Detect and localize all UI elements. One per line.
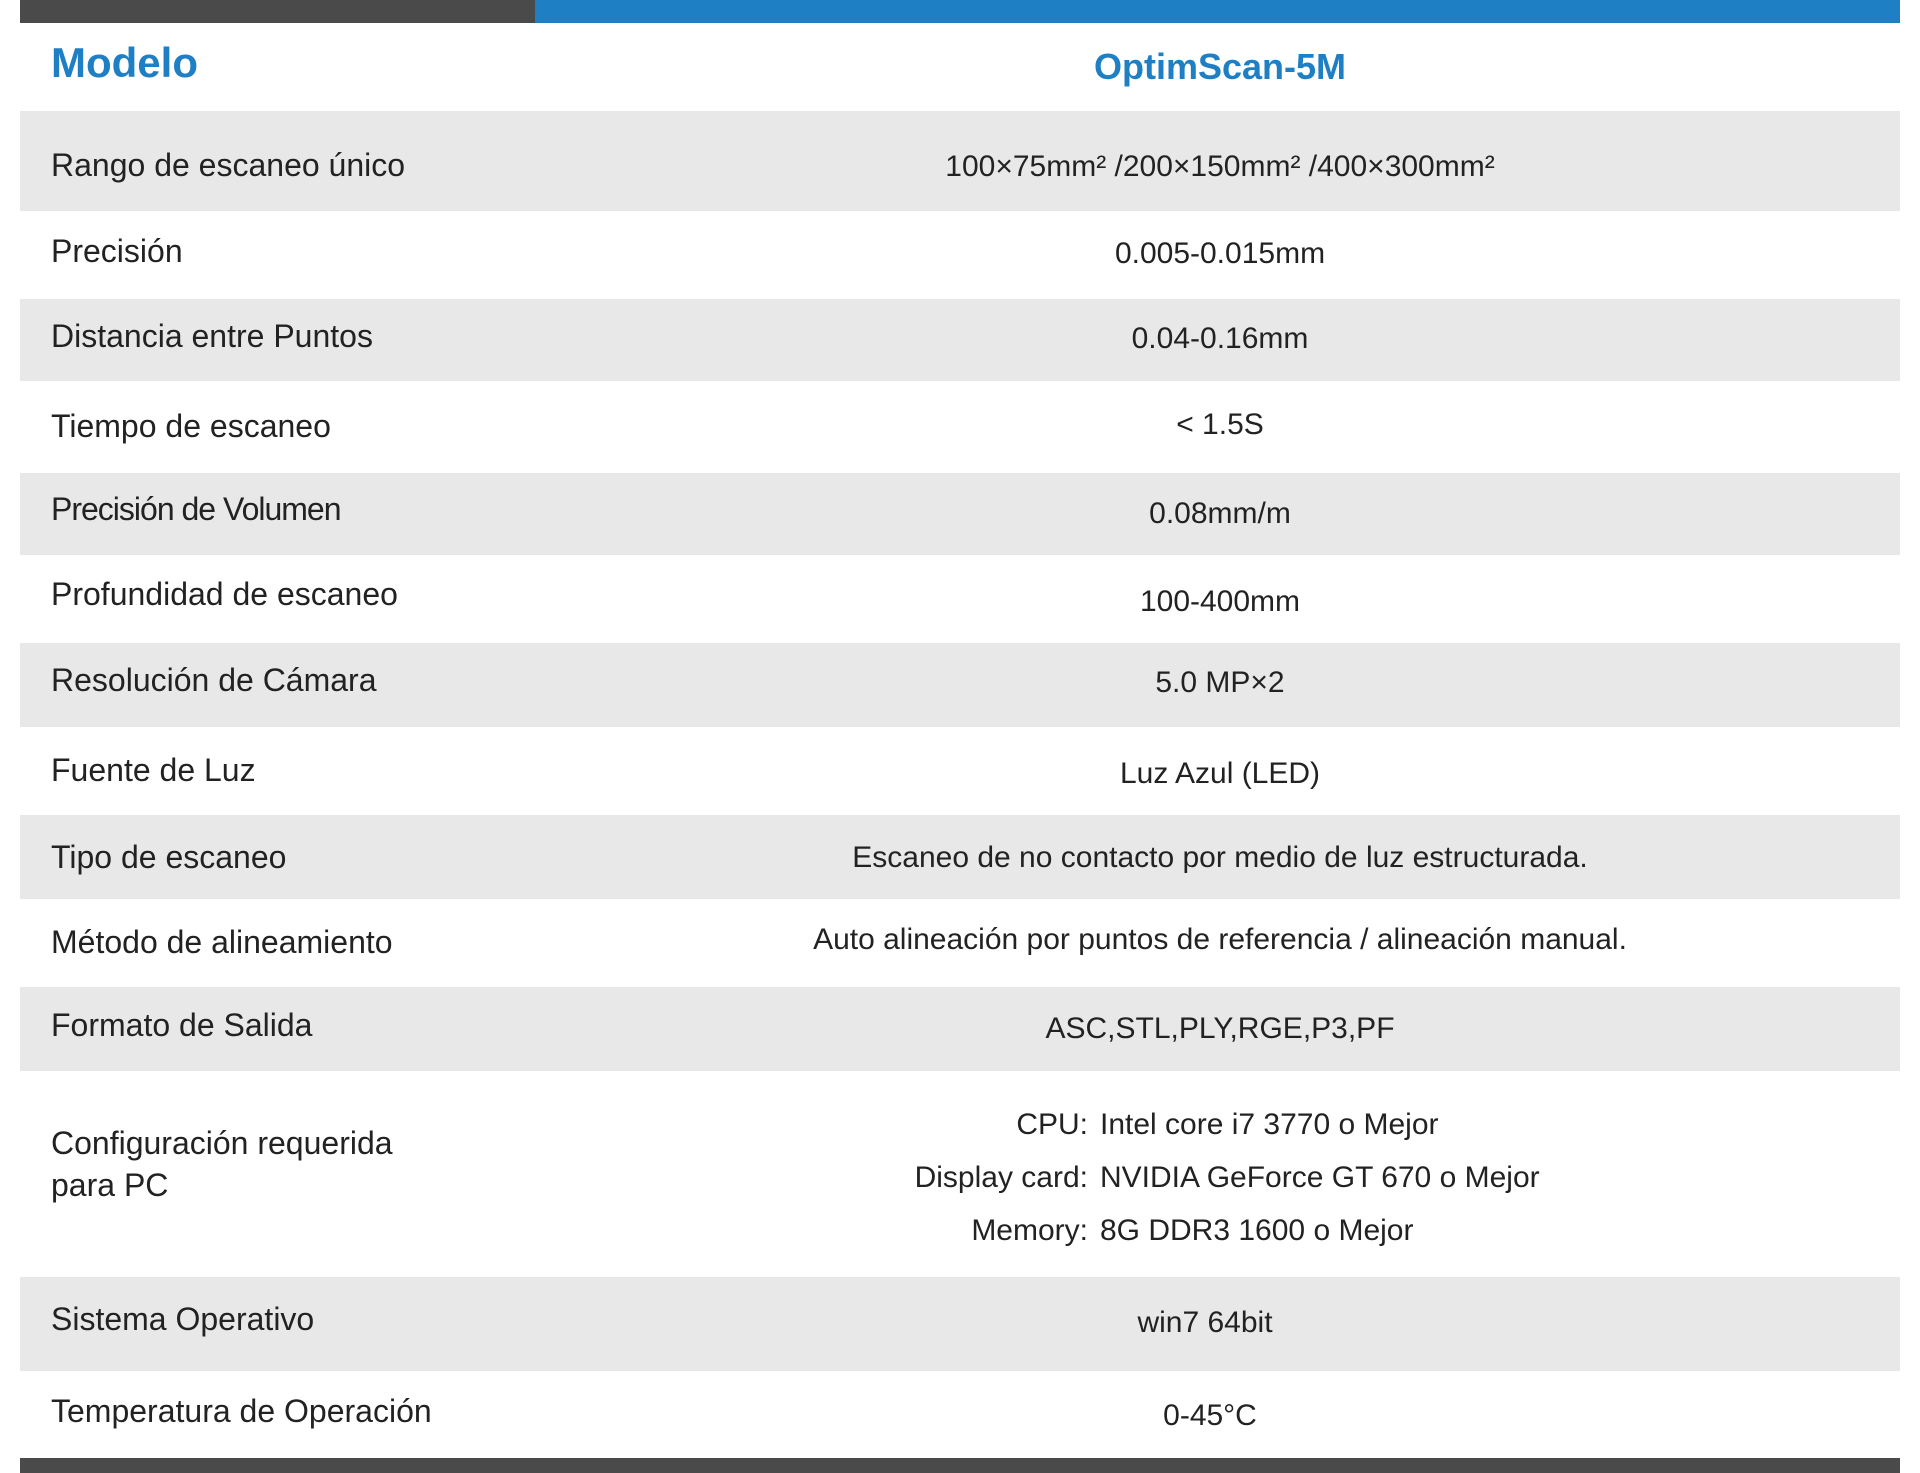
top-bar-blue-segment (535, 0, 1900, 23)
spec-label: Profundidad de escaneo (51, 576, 398, 612)
pc-config-key: CPU: (1016, 1108, 1088, 1141)
spec-label: Formato de Salida (51, 1007, 313, 1043)
bottom-bar (20, 1458, 1900, 1473)
spec-label: Resolución de Cámara (51, 662, 377, 698)
model-name: OptimScan-5M (1093, 46, 1347, 87)
model-heading: Modelo (51, 39, 198, 86)
spec-value: 0.08mm/m (1149, 497, 1291, 530)
spec-value: 0-45°C (1163, 1399, 1257, 1432)
spec-row (20, 381, 1900, 473)
spec-label: Temperatura de Operación (51, 1393, 432, 1429)
spec-row (20, 643, 1900, 727)
spec-value: 5.0 MP×2 (1155, 666, 1285, 699)
header-row (20, 23, 1900, 111)
spec-value: win7 64bit (1137, 1306, 1273, 1339)
spec-value: < 1.5S (1176, 408, 1264, 441)
spec-value: ASC,STL,PLY,RGE,P3,PF (1045, 1012, 1395, 1045)
spec-row (20, 299, 1900, 381)
spec-label: Rango de escaneo único (51, 147, 406, 183)
spec-label: Sistema Operativo (51, 1301, 315, 1337)
spec-label: Método de alineamiento (51, 924, 393, 960)
spec-label: Precisión (51, 233, 183, 269)
spec-value: Luz Azul (LED) (1119, 757, 1321, 790)
spec-row (20, 111, 1900, 211)
spec-row (20, 727, 1900, 815)
spec-value: 100-400mm (1139, 585, 1301, 618)
spec-row (20, 555, 1900, 643)
spec-row (20, 815, 1900, 899)
spec-row (20, 211, 1900, 299)
spec-row (20, 987, 1900, 1071)
spec-row (20, 1371, 1900, 1458)
pc-config-label-line2: para PC (51, 1167, 169, 1203)
spec-label: Distancia entre Puntos (51, 318, 373, 354)
pc-config-value: Intel core i7 3770 o Mejor (1100, 1108, 1439, 1141)
spec-label: Tiempo de escaneo (51, 408, 331, 444)
spec-value: 0.005-0.015mm (1114, 237, 1326, 270)
spec-row (20, 473, 1900, 555)
spec-value: Auto alineación por puntos de referencia / alineación manual. (813, 923, 1627, 956)
pc-config-key: Display card: (914, 1161, 1088, 1194)
spec-value: Escaneo de no contacto por medio de luz estructurada. (852, 841, 1588, 874)
spec-label: Fuente de Luz (51, 752, 256, 788)
pc-config-row (20, 1071, 1900, 1257)
pc-config-key: Memory: (971, 1214, 1088, 1247)
pc-config-list (540, 1071, 1900, 1257)
spec-row (20, 899, 1900, 987)
spec-label: Tipo de escaneo (51, 839, 287, 875)
spec-label: Precisión de Volumen (51, 491, 341, 527)
pc-config-value: NVIDIA GeForce GT 670 o Mejor (1100, 1161, 1540, 1194)
spec-row (20, 1277, 1900, 1371)
spec-value: 0.04-0.16mm (1131, 322, 1309, 355)
pc-config-label-line1: Configuración requerida (51, 1125, 393, 1161)
top-bar-dark-segment (20, 0, 535, 23)
spec-value: 100×75mm² /200×150mm² /400×300mm² (945, 150, 1495, 183)
top-accent-bar (20, 0, 1900, 23)
pc-config-value: 8G DDR3 1600 o Mejor (1100, 1214, 1414, 1247)
